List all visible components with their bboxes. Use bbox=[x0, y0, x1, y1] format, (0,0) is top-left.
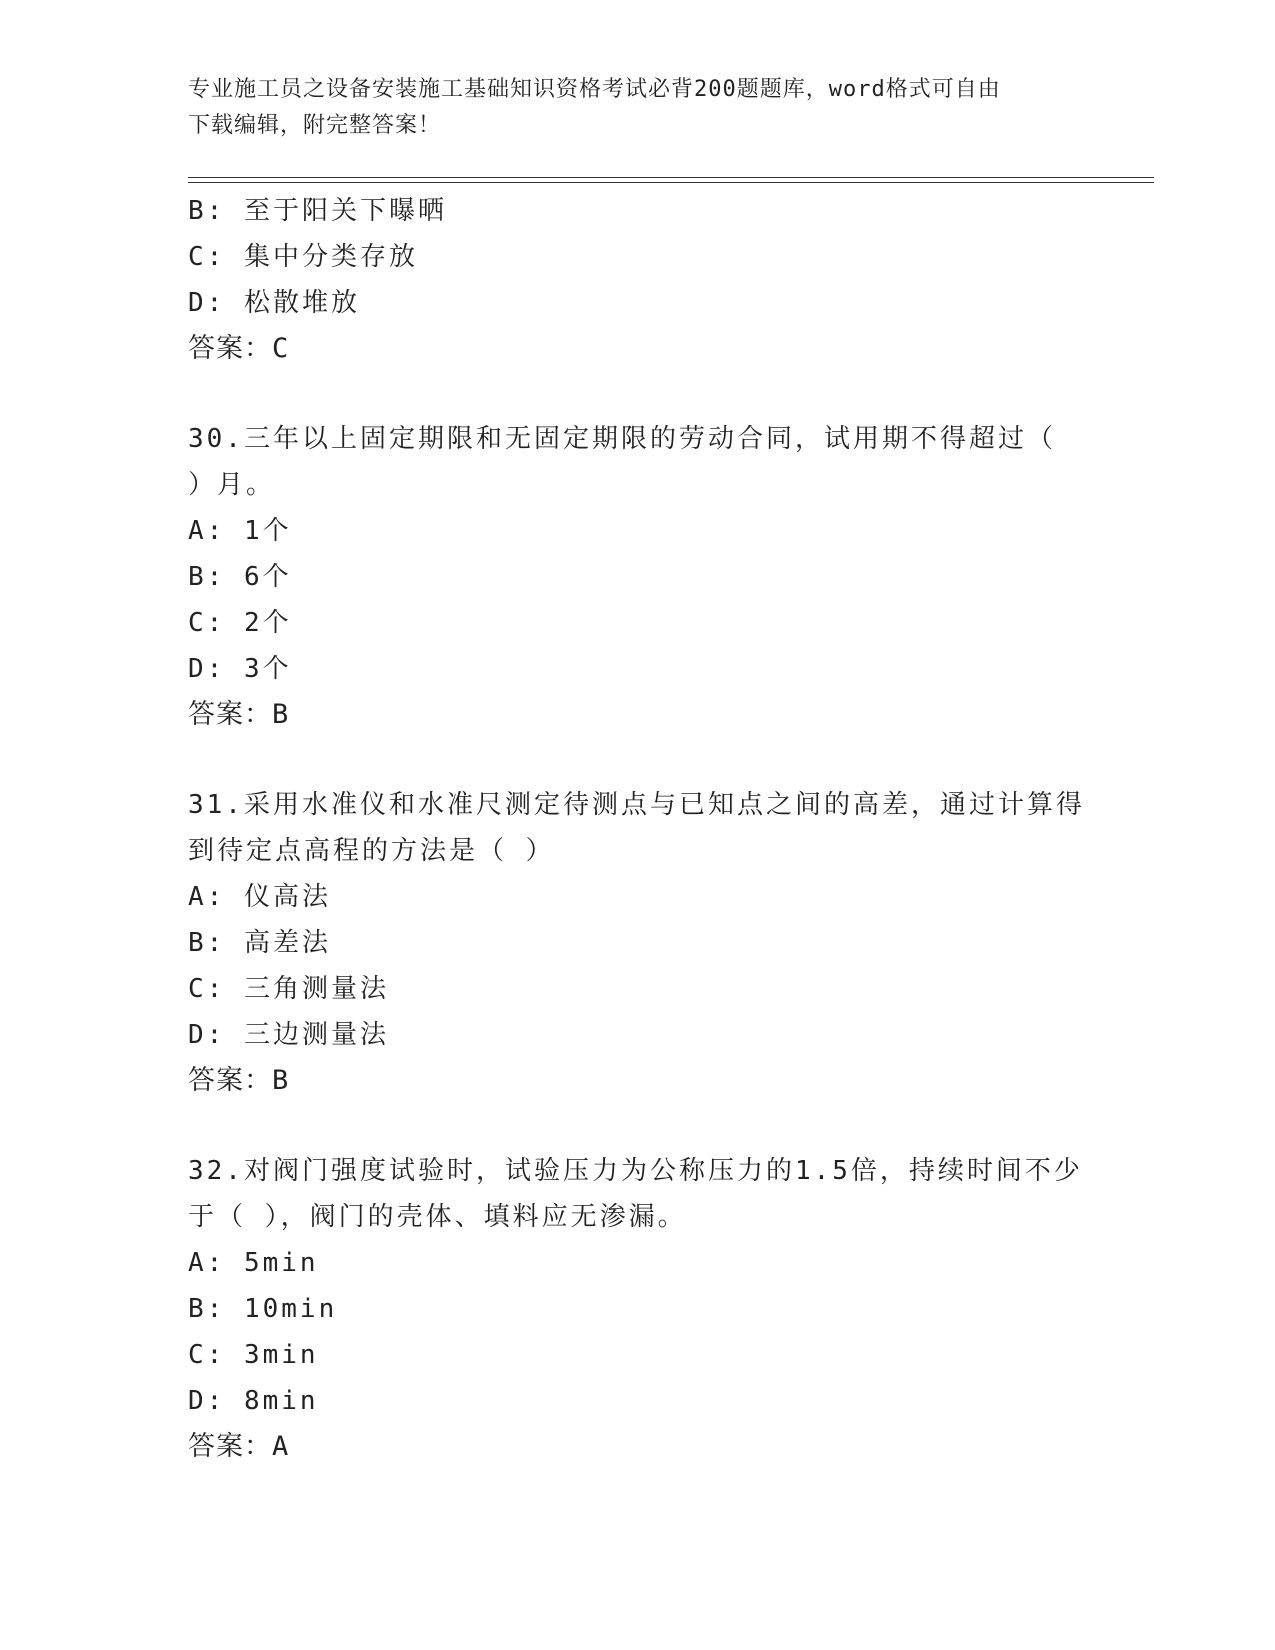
option-c: C: 三角测量法 bbox=[188, 974, 389, 1004]
document-body bbox=[188, 188, 1088, 1470]
header-divider-bottom bbox=[188, 182, 1154, 183]
question-31 bbox=[188, 782, 1088, 1104]
answer-line: 答案：A bbox=[188, 1431, 290, 1462]
question-stem-line-2: ）月。 bbox=[188, 470, 276, 500]
answer-line: 答案：B bbox=[188, 699, 290, 730]
document-header bbox=[188, 72, 1088, 144]
question-stem-line-2: 于（ ），阀门的壳体、填料应无渗漏。 bbox=[188, 1202, 687, 1232]
question-stem-line-2: 到待定点高程的方法是（ ） bbox=[188, 836, 555, 866]
option-c: C: 2个 bbox=[188, 608, 292, 638]
option-a: A: 仪高法 bbox=[188, 882, 331, 912]
option-c: C: 3min bbox=[188, 1340, 319, 1370]
option-b: B: 至于阳关下曝晒 bbox=[188, 196, 447, 226]
option-d: D: 3个 bbox=[188, 654, 292, 684]
option-a: A: 5min bbox=[188, 1248, 319, 1278]
option-d: D: 三边测量法 bbox=[188, 1020, 389, 1050]
option-c: C: 集中分类存放 bbox=[188, 242, 418, 272]
header-line-2: 下载编辑，附完整答案！ bbox=[188, 113, 442, 138]
question-stem-line-1: 32.对阀门强度试验时，试验压力为公称压力的1.5倍，持续时间不少 bbox=[188, 1156, 1083, 1186]
question-32 bbox=[188, 1148, 1088, 1470]
option-b: B: 6个 bbox=[188, 562, 292, 592]
answer-line: 答案：C bbox=[188, 333, 290, 364]
header-line-1: 专业施工员之设备安装施工基础知识资格考试必背200题题库，word格式可自由 bbox=[188, 77, 1001, 102]
question-stem-line-1: 31.采用水准仪和水准尺测定待测点与已知点之间的高差，通过计算得 bbox=[188, 790, 1085, 820]
question-29-continued bbox=[188, 188, 1088, 372]
option-d: D: 8min bbox=[188, 1386, 319, 1416]
option-b: B: 高差法 bbox=[188, 928, 331, 958]
option-a: A: 1个 bbox=[188, 516, 292, 546]
header-divider-top bbox=[188, 177, 1154, 178]
question-stem-line-1: 30.三年以上固定期限和无固定期限的劳动合同，试用期不得超过（ bbox=[188, 424, 1056, 454]
question-30 bbox=[188, 416, 1088, 738]
option-d: D: 松散堆放 bbox=[188, 288, 360, 318]
option-b: B: 10min bbox=[188, 1294, 338, 1324]
answer-line: 答案：B bbox=[188, 1065, 290, 1096]
